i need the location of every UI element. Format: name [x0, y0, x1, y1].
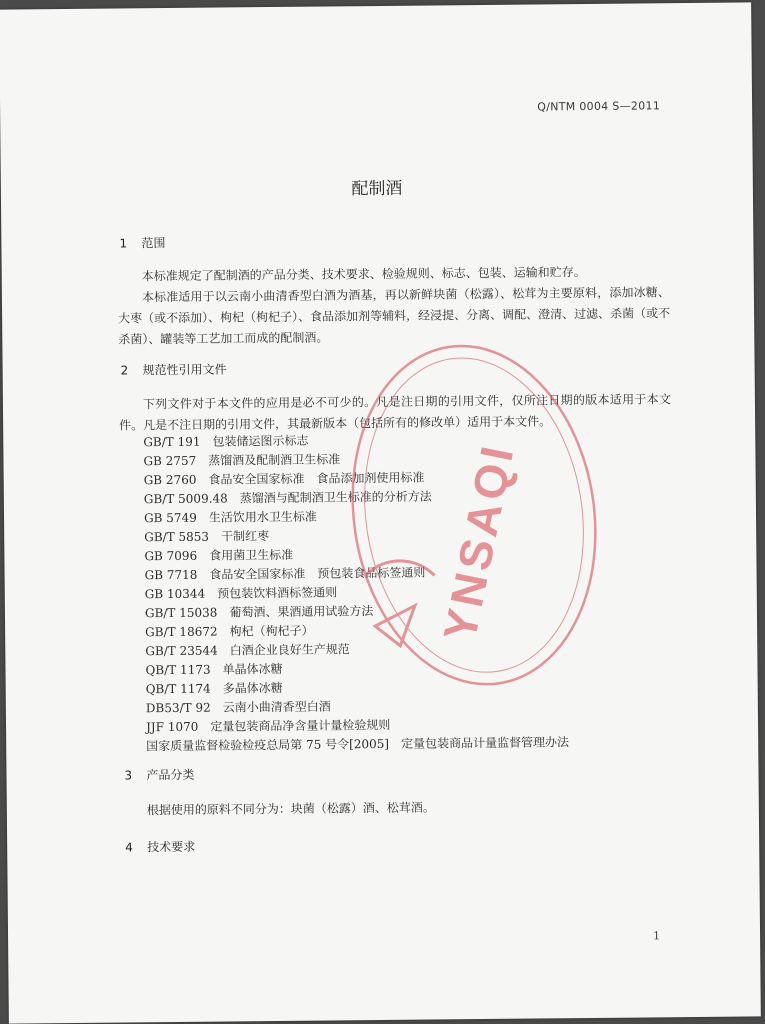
- section-3-heading: [124, 766, 194, 784]
- reference-code: DB53/T 92: [145, 700, 211, 716]
- reference-code: GB 2757: [143, 453, 197, 469]
- section-title: 技术要求: [147, 839, 196, 855]
- reference-code: GB/T 5009.48: [143, 491, 228, 507]
- reference-code: GB 7096: [144, 548, 198, 564]
- reference-code: QB/T 1174: [145, 681, 211, 697]
- section-title: 规范性引用文件: [142, 362, 227, 378]
- reference-code: GB/T 191: [143, 434, 201, 450]
- classification-paragraph: 根据使用的原料不同分为：块菌（松露）酒、松茸酒。: [146, 800, 435, 818]
- section-number: 2: [120, 363, 129, 378]
- reference-name: 定量包装商品计量监督管理办法: [400, 735, 570, 751]
- classification-text: [123, 795, 675, 821]
- reference-code: QB/T 1173: [145, 662, 211, 678]
- section-1-heading: [119, 234, 165, 251]
- document-page: [0, 2, 761, 1023]
- normative-intro: [119, 389, 671, 436]
- section-4-heading: [125, 838, 195, 856]
- section-number: 4: [125, 840, 133, 855]
- page-title: 配制酒: [351, 178, 403, 200]
- reference-name: 多晶体冰糖: [222, 680, 283, 696]
- section-number: 1: [119, 236, 128, 251]
- reference-name: 云南小曲清香型白酒: [222, 699, 331, 715]
- reference-name: 食用菌卫生标准: [209, 547, 294, 563]
- page-number: 1: [653, 929, 661, 943]
- reference-name: 干制红枣: [220, 529, 270, 544]
- reference-name: 生活饮用水卫生标准: [208, 509, 317, 525]
- reference-list: [143, 429, 569, 756]
- reference-code: GB 7718: [144, 567, 198, 583]
- reference-name: 蒸馏酒及配制酒卫生标准: [208, 452, 341, 468]
- reference-name: 食品安全国家标准 食品添加剂使用标准: [208, 470, 425, 487]
- section-title: 产品分类: [146, 767, 195, 783]
- reference-code: GB/T 5853: [144, 529, 210, 545]
- scope-text: [118, 261, 671, 350]
- reference-item: [146, 733, 569, 756]
- reference-name: 白酒企业良好生产规范: [229, 642, 350, 658]
- normative-intro-paragraph: 下列文件对于本文件的应用是必不可少的。凡是注日期的引用文件，仅所注日期的版本适用于本文件。凡是不注日期的引用文件，其最新版本（包括所有的修改单）适用于本文件。: [119, 392, 671, 433]
- reference-name: 包装储运图示标志: [212, 433, 309, 449]
- seal-text: YNSAQI: [433, 438, 525, 646]
- section-title: 范围: [141, 236, 166, 251]
- reference-code: GB/T 18672: [145, 624, 218, 640]
- reference-name: 蒸馏酒与配制酒卫生标准的分析方法: [239, 489, 432, 506]
- scope-paragraph-2: 本标准适用于以云南小曲清香型白酒为酒基，再以新鲜块菌（松露）、松茸为主要原料，添加冰糖、大枣（或不添加）、枸杞（枸杞子）、食品添加剂等辅料，经浸提、分离、调配、澄清、过滤、杀菌（或不杀菌）、罐装等工艺加工而成的配制酒。: [118, 285, 671, 347]
- reference-name: 预包装饮料酒标签通则: [217, 585, 338, 601]
- reference-code: GB 5749: [143, 510, 197, 526]
- reference-code: GB/T 23544: [145, 643, 218, 659]
- reference-code: 国家质量监督检验检疫总局第 75 号令[2005]: [146, 736, 390, 754]
- reference-code: GB/T 15038: [144, 605, 218, 621]
- reference-code: GB 2760: [143, 472, 197, 488]
- section-2-heading: [121, 360, 227, 378]
- reference-name: 定量包装商品净含量计量检验规则: [210, 717, 391, 734]
- reference-code: GB 10344: [144, 586, 206, 602]
- reference-name: 枸杞（枸杞子）: [229, 623, 314, 639]
- reference-name: 食品安全国家标准 预包装食品标签通则: [209, 565, 426, 582]
- reference-code: JJF 1070: [145, 719, 199, 735]
- reference-name: 葡萄酒、果酒通用试验方法: [229, 604, 374, 620]
- scope-paragraph-1: 本标准规定了配制酒的产品分类、技术要求、检验规则、标志、包装、运输和贮存。: [141, 265, 586, 284]
- reference-name: 单晶体冰糖: [222, 661, 283, 677]
- section-number: 3: [124, 768, 133, 783]
- document-code: Q/NTM 0004 S—2011: [537, 99, 661, 114]
